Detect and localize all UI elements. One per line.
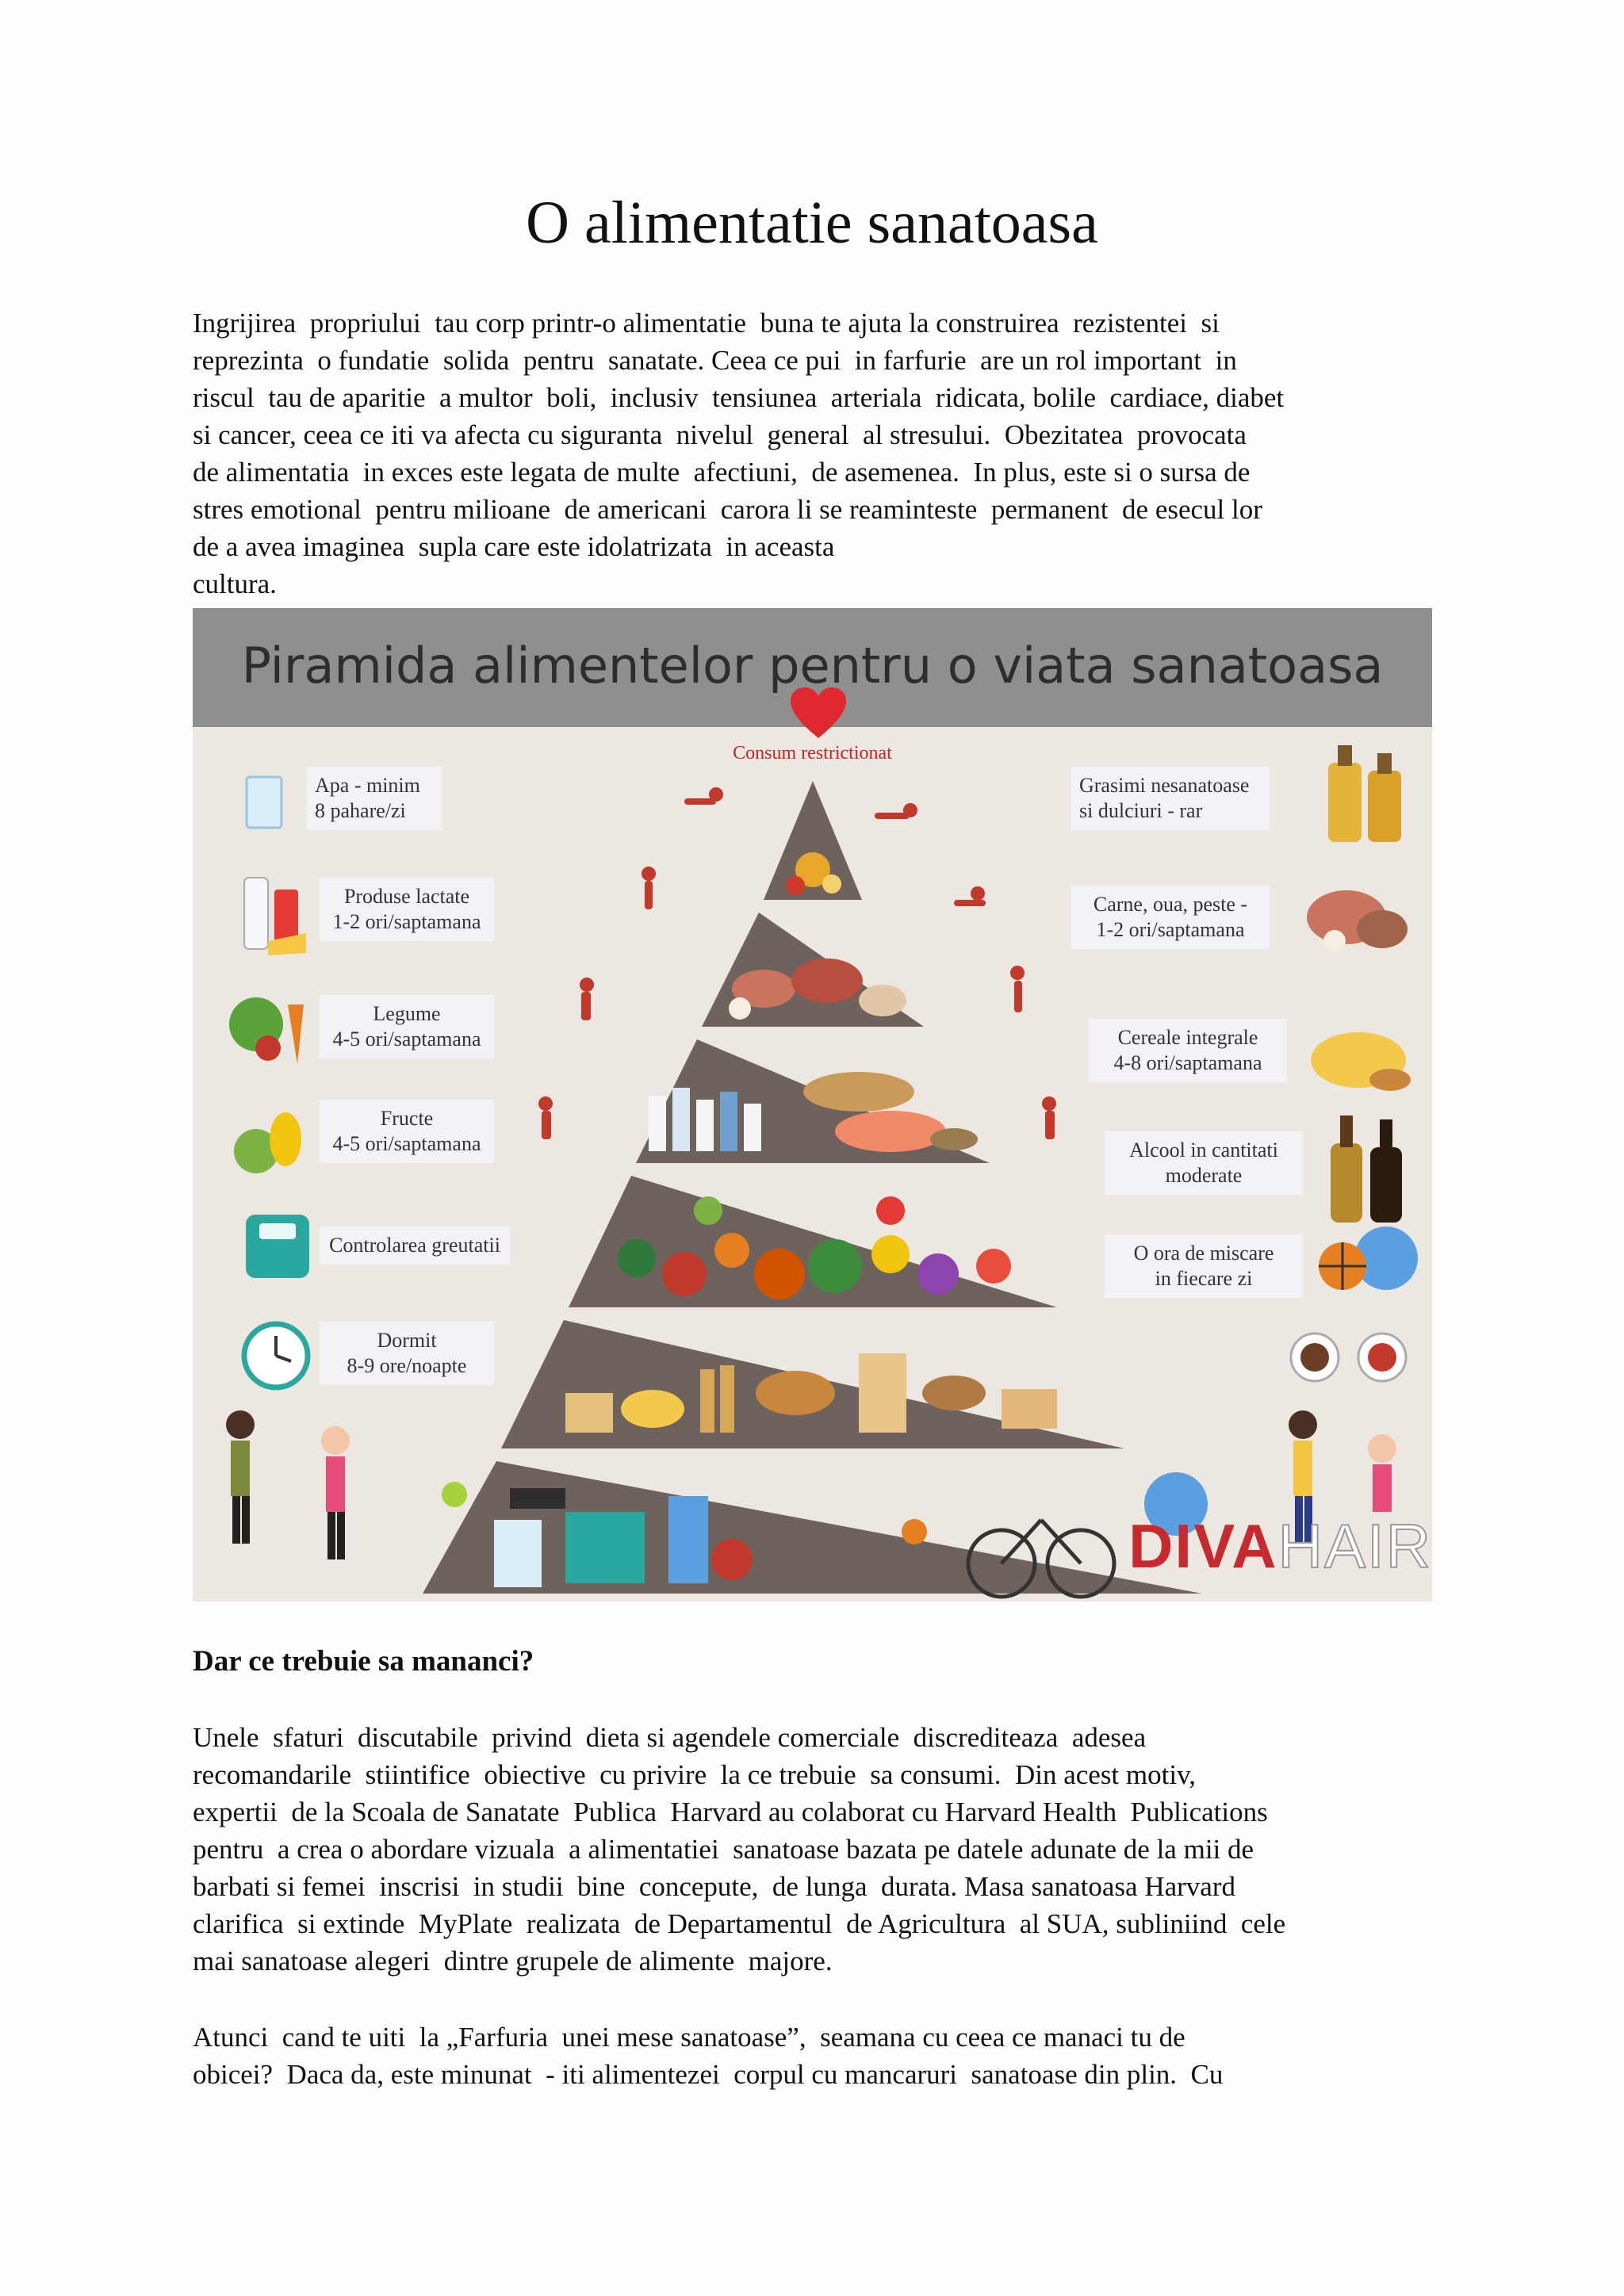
body-line: recomandarile stiintifice obiective cu privire la ce trebuie sa consumi. Din acest motiv,: [193, 1759, 1197, 1790]
coffee-cups-icon: [1279, 1322, 1422, 1393]
grains-icon: [1303, 1008, 1414, 1096]
people-left: [226, 1410, 350, 1559]
sports-ball-icon: [1303, 1219, 1422, 1306]
section-heading: Dar ce trebuie sa mananci?: [193, 1645, 534, 1678]
label-fruit: Fructe 4-5 ori/saptamana: [320, 1100, 494, 1163]
label-sleep: Dormit 8-9 ore/noapte: [320, 1322, 494, 1385]
body-line: mai sanatoase alegeri dintre grupele de alimente majore.: [193, 1946, 833, 1976]
restricted-consumption-label: Consum restrictionat: [733, 743, 892, 763]
label-fats-sweets: Grasimi nesanatoase si dulciuri - rar: [1071, 767, 1270, 830]
wine-bottle-icon: [1319, 1108, 1414, 1226]
infographic-title: Piramida alimentelor pentru o viata sanatoasa: [241, 637, 1384, 695]
intro-line: si cancer, ceea ce iti va afecta cu siguranta nivelul general al stresului. Obezitatea provocata: [193, 419, 1247, 450]
intro-line: riscul tau de aparitie a multor boli, inclusiv tensiunea arteriala ridicata, bolile cardiace, diabet: [193, 382, 1285, 413]
body-line: clarifica si extinde MyPlate realizata de Departamentul de Agricultura al SUA, subliniind cele: [193, 1908, 1286, 1939]
label-water: Apa - minim 8 pahare/zi: [307, 767, 442, 830]
label-vegetables: Legume 4-5 ori/saptamana: [320, 995, 494, 1058]
intro-line: cultura.: [193, 568, 277, 599]
label-whole-grains: Cereale integrale 4-8 ori/saptamana: [1089, 1019, 1287, 1082]
intro-line: de a avea imaginea supla care este idolatrizata in aceasta: [193, 531, 835, 562]
clock-icon: [240, 1320, 312, 1391]
scale-icon: [242, 1211, 313, 1282]
intro-paragraph: [193, 304, 1430, 603]
body-paragraph: [193, 1719, 1430, 1980]
food-pyramid-infographic: [193, 608, 1432, 1601]
label-alcohol: Alcool in cantitati moderate: [1105, 1131, 1303, 1195]
label-meat-eggs-fish: Carne, oua, peste - 1-2 ori/saptamana: [1071, 886, 1270, 949]
closing-paragraph: [193, 2019, 1430, 2093]
body-line: barbati si femei inscrisi in studii bine concepute, de lunga durata. Masa sanatoasa Harvard: [193, 1871, 1235, 1902]
closing-line: Atunci cand te uiti la „Farfuria unei mese sanatoase”, seamana cu ceea ce manaci tu de: [193, 2022, 1185, 2053]
intro-line: stres emotional pentru milioane de americani carora li se reaminteste permanent de esecul lor: [193, 494, 1262, 525]
page-title: O alimentatie sanatoasa: [526, 189, 1098, 256]
water-glass-icon: [240, 771, 288, 834]
body-line: pentru a crea o abordare vizuala a alimentatiei sanatoase bazata pe datele adunate de la mii de: [193, 1834, 1254, 1865]
fruit-icon: [228, 1092, 308, 1179]
brand-logo: DIVAHAIR: [1128, 1511, 1432, 1581]
heart-icon: [789, 686, 848, 741]
dairy-icon: [236, 862, 308, 957]
body-line: expertii de la Scoala de Sanatate Publica Harvard au colaborat cu Harvard Health Publications: [193, 1797, 1268, 1827]
label-exercise: O ora de miscare in fiecare zi: [1105, 1234, 1303, 1298]
label-weight-control: Controlarea greutatii: [320, 1226, 510, 1265]
label-dairy: Produse lactate 1-2 ori/saptamana: [320, 878, 494, 941]
oil-bottle-icon: [1319, 739, 1414, 850]
intro-line: Ingrijirea propriului tau corp printr-o alimentatie buna te ajuta la construirea rezistentei si: [193, 308, 1220, 339]
body-line: Unele sfaturi discutabile privind dieta si agendele comerciale discrediteaza adesea: [193, 1722, 1147, 1753]
intro-line: de alimentatia in exces este legata de multe afectiuni, de asemenea. In plus, este si o sursa de: [193, 457, 1251, 488]
closing-line: obicei? Daca da, este minunat - iti alimentezei corpul cu mancaruri sanatoase din plin. Cu: [193, 2059, 1224, 2090]
meat-icon: [1303, 874, 1414, 961]
intro-line: reprezinta o fundatie solida pentru sanatate. Ceea ce pui in farfurie are un rol important in: [193, 345, 1237, 376]
vegetables-icon: [224, 981, 312, 1068]
